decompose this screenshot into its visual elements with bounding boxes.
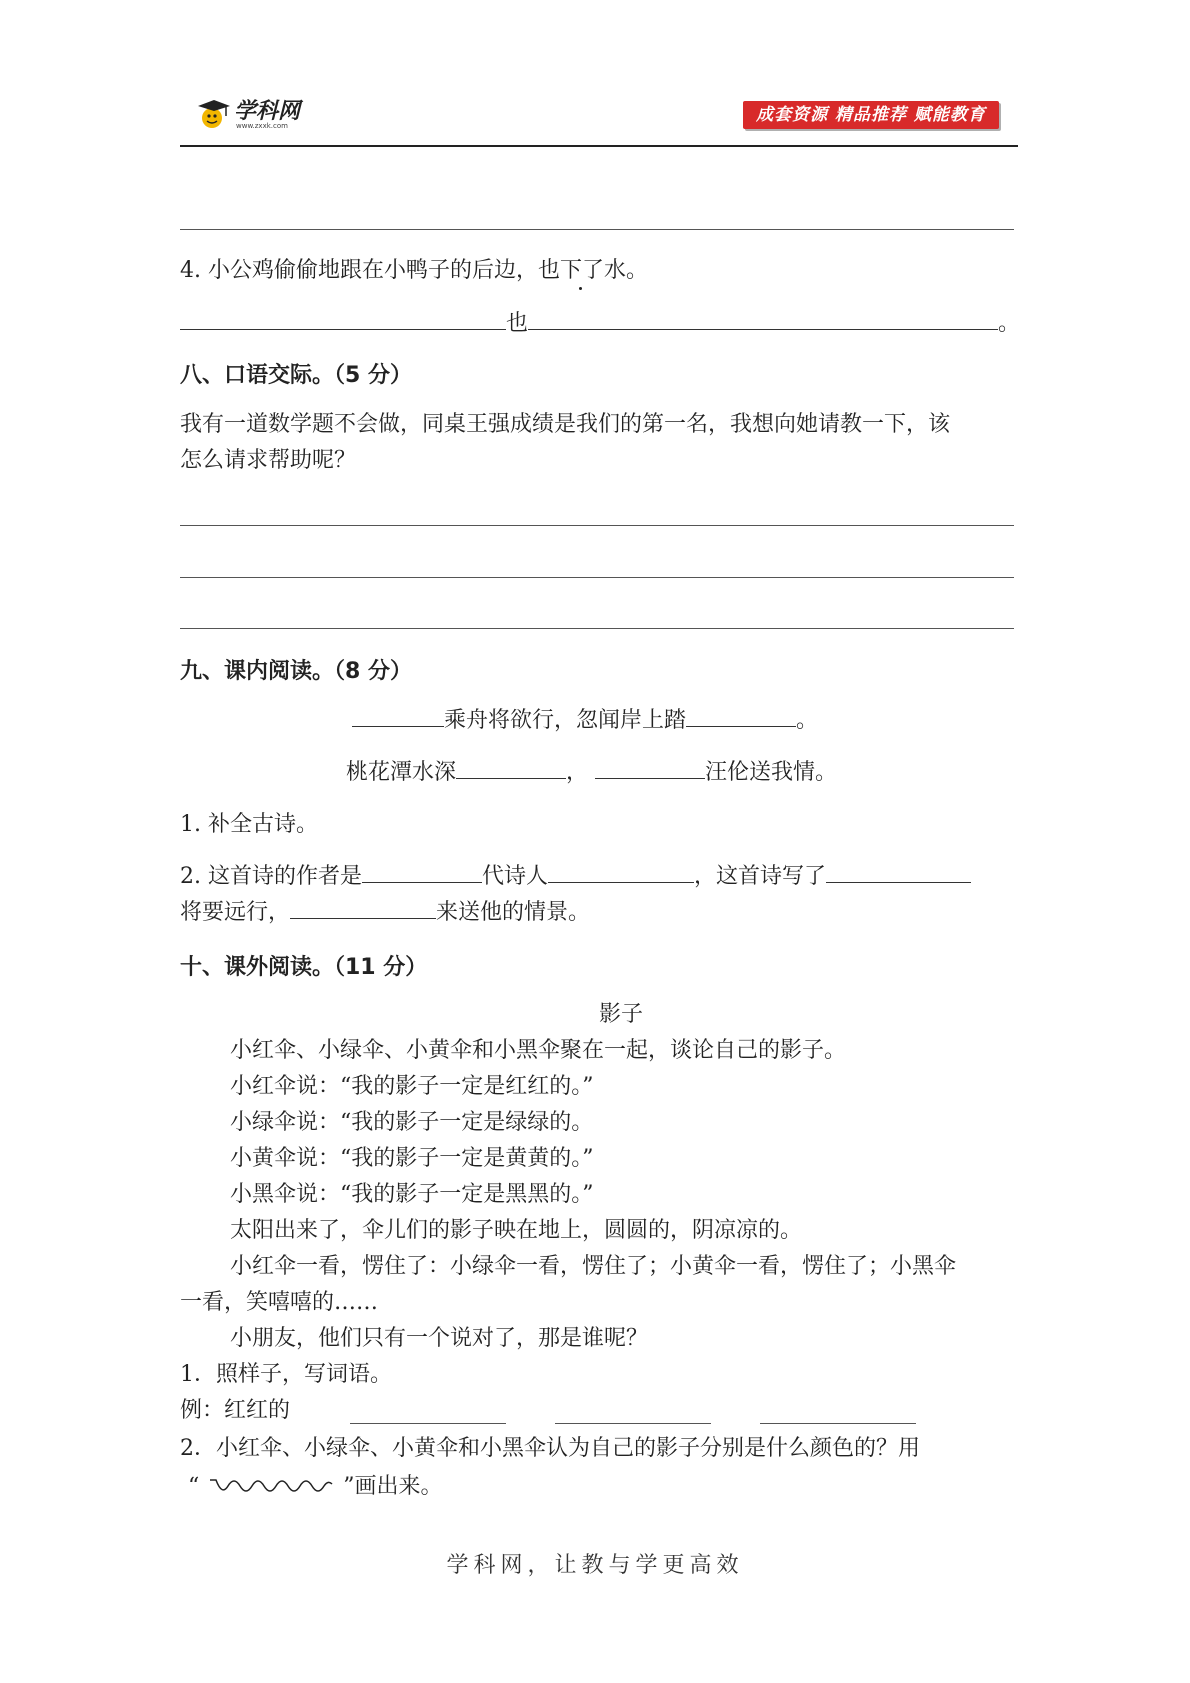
poem-line-1-text: 乘舟将欲行，忽闻岸上踏 <box>444 708 687 733</box>
fill-blank[interactable] <box>362 860 482 883</box>
story-paragraph: 太阳出来了，伞儿们的影子映在地上，圆圆的，阴凉凉的。 <box>230 1218 803 1243</box>
answer-blank[interactable] <box>555 1423 711 1424</box>
fill-blank[interactable] <box>686 704 796 727</box>
wavy-line-icon <box>206 1476 336 1498</box>
story-paragraph: 一看，笑嘻嘻的…… <box>180 1290 379 1315</box>
section-9-title: 九、课内阅读。（8 分） <box>180 659 412 684</box>
story-paragraph: 小红伞说：“我的影子一定是红红的。” <box>230 1074 594 1099</box>
section-10-q2-line-1: 2．小红伞、小绿伞、小黄伞和小黑伞认为自己的影子分别是什么颜色的？用 <box>180 1436 920 1461</box>
poem-line-1-end: 。 <box>796 708 819 733</box>
answer-line[interactable] <box>180 577 1014 578</box>
poem-line-2 <box>346 756 837 790</box>
logo-text: 学科网 <box>234 99 301 124</box>
pattern-end: 。 <box>998 311 1021 336</box>
poem-line-2-end: 汪伦送我情。 <box>705 760 838 785</box>
page-footer: 学科网，让教与学更高效 <box>446 1553 744 1578</box>
story-paragraph: 小红伞、小绿伞、小黄伞和小黑伞聚在一起，谈论自己的影子。 <box>230 1038 847 1063</box>
q2-text-a: 2. 这首诗的作者是 <box>180 864 362 889</box>
fill-blank[interactable] <box>352 704 444 727</box>
answer-blank[interactable] <box>350 1423 506 1424</box>
fill-blank[interactable] <box>456 756 566 779</box>
answer-line[interactable] <box>180 628 1014 629</box>
section-10-q2-line-2 <box>188 1470 443 1504</box>
fill-blank[interactable] <box>595 756 705 779</box>
fill-blank[interactable] <box>548 860 694 883</box>
q2-text-c: ，这首诗写了 <box>694 864 827 889</box>
poem-line-1 <box>352 704 818 738</box>
emphasis-dot <box>579 287 582 290</box>
story-title: 影子 <box>599 1002 644 1027</box>
header-banner: 成套资源 精品推荐 赋能教育 <box>743 101 999 129</box>
close-text: ”画出来。 <box>343 1474 443 1499</box>
section-10-title: 十、课外阅读。（11 分） <box>180 955 428 980</box>
fill-blank[interactable] <box>180 307 506 330</box>
q2-text-e: 来送他的情景。 <box>436 900 591 925</box>
section-10-q1: 1．照样子，写词语。 <box>180 1362 392 1387</box>
answer-line <box>180 229 1014 230</box>
poem-line-2-start: 桃花潭水深 <box>346 760 457 785</box>
logo-url: www.zxxk.com <box>236 122 288 130</box>
pattern-word: 也 <box>506 311 529 336</box>
answer-blank[interactable] <box>760 1423 916 1424</box>
section-9-q2-line-1 <box>180 860 971 894</box>
fill-blank[interactable] <box>528 307 998 330</box>
story-paragraph: 小红伞一看，愣住了：小绿伞一看，愣住了；小黄伞一看，愣住了；小黑伞 <box>230 1254 957 1279</box>
open-quote: “ <box>188 1474 200 1499</box>
example-row <box>180 1394 290 1428</box>
graduate-cap-icon <box>196 96 232 132</box>
section-8-title: 八、口语交际。（5 分） <box>180 363 412 388</box>
story-paragraph: 小黑伞说：“我的影子一定是黑黑的。” <box>230 1182 594 1207</box>
poem-line-2-comma: ， <box>566 760 589 785</box>
example-label: 例：红红的 <box>180 1398 291 1423</box>
section-9-q2-line-2 <box>180 896 590 930</box>
section-8-prompt-line-2: 怎么请求帮助呢？ <box>180 448 357 473</box>
sentence-pattern <box>180 307 1020 341</box>
section-9-q1: 1. 补全古诗。 <box>180 812 318 837</box>
header-divider <box>180 145 1018 147</box>
site-logo <box>196 94 308 134</box>
question-item-4: 4. 小公鸡偷偷地跟在小鸭子的后边，也下了水。 <box>180 258 648 283</box>
story-paragraph: 小黄伞说：“我的影子一定是黄黄的。” <box>230 1146 594 1171</box>
fill-blank[interactable] <box>290 896 436 919</box>
fill-blank[interactable] <box>826 860 971 883</box>
q2-text-b: 代诗人 <box>481 864 548 889</box>
answer-line[interactable] <box>180 525 1014 526</box>
q2-text-d: 将要远行， <box>180 900 291 925</box>
story-paragraph: 小朋友，他们只有一个说对了，那是谁呢？ <box>230 1326 649 1351</box>
story-paragraph: 小绿伞说：“我的影子一定是绿绿的。 <box>230 1110 594 1135</box>
section-8-prompt-line-1: 我有一道数学题不会做，同桌王强成绩是我们的第一名，我想向她请教一下，该 <box>180 412 951 437</box>
